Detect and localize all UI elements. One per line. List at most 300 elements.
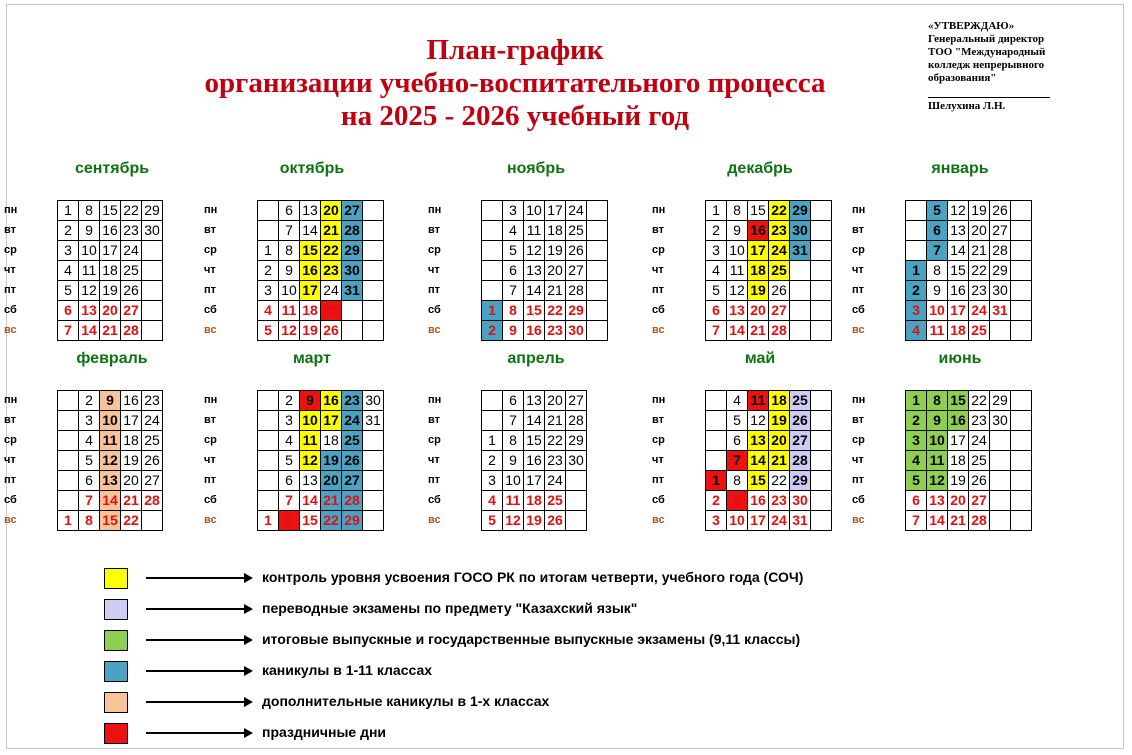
day-cell: 8: [279, 241, 300, 261]
day-cell: 7: [279, 221, 300, 241]
day-cell: 19: [969, 201, 990, 221]
day-cell: 6: [503, 391, 524, 411]
day-cell: 23: [969, 411, 990, 431]
week-row: [258, 321, 384, 341]
day-cell: 14: [524, 281, 545, 301]
week-row: [258, 491, 384, 511]
day-cell: 12: [503, 511, 524, 531]
day-cell: 6: [79, 471, 100, 491]
weekday-label: ср: [652, 244, 665, 256]
day-cell: 24: [969, 301, 990, 321]
legend-swatch: [104, 692, 128, 713]
day-cell: 7: [727, 451, 748, 471]
day-cell: 24: [321, 281, 342, 301]
day-cell: 7: [706, 321, 727, 341]
day-cell: 3: [906, 301, 927, 321]
weekday-label: пт: [652, 284, 665, 296]
empty-cell: [482, 221, 503, 241]
day-cell: 15: [948, 261, 969, 281]
day-cell: 25: [769, 261, 790, 281]
day-cell: 1: [258, 511, 279, 531]
day-cell: 27: [342, 471, 363, 491]
day-cell: 2: [706, 221, 727, 241]
day-cell: 10: [279, 281, 300, 301]
day-cell: 18: [321, 431, 342, 451]
empty-cell: [1011, 321, 1032, 341]
month-8: [652, 350, 832, 531]
arrow-right-icon: [146, 577, 250, 579]
day-cell: 1: [58, 201, 79, 221]
month-name: январь: [931, 160, 989, 177]
day-cell: 1: [706, 201, 727, 221]
empty-cell: [1011, 491, 1032, 511]
day-cell: 7: [58, 321, 79, 341]
day-cell: 12: [100, 451, 121, 471]
empty-cell: [1011, 431, 1032, 451]
day-cell: 17: [748, 241, 769, 261]
empty-cell: [142, 511, 163, 531]
day-cell: 17: [545, 201, 566, 221]
day-cell: 21: [100, 321, 121, 341]
day-cell: 10: [727, 511, 748, 531]
empty-cell: [811, 471, 832, 491]
week-row: [706, 471, 832, 491]
empty-cell: [811, 431, 832, 451]
month-name: сентябрь: [74, 160, 150, 177]
day-cell: 13: [100, 471, 121, 491]
empty-cell: [811, 451, 832, 471]
day-cell: 5: [503, 241, 524, 261]
day-cell: 8: [79, 511, 100, 531]
weekday-label: вт: [428, 224, 441, 236]
empty-cell: [811, 281, 832, 301]
day-cell: 15: [748, 471, 769, 491]
weekday-label: пт: [852, 284, 865, 296]
month-name: март: [293, 350, 331, 367]
day-cell: 30: [790, 221, 811, 241]
day-cell: 20: [969, 221, 990, 241]
empty-cell: [482, 411, 503, 431]
empty-cell: [990, 321, 1011, 341]
weekday-label: чт: [852, 454, 864, 466]
weekday-labels: [4, 390, 34, 530]
day-cell: 27: [121, 301, 142, 321]
empty-cell: [482, 241, 503, 261]
day-cell: 25: [342, 431, 363, 451]
day-cell: 5: [727, 411, 748, 431]
week-row: [706, 321, 832, 341]
day-cell: 11: [524, 221, 545, 241]
month-name: декабрь: [727, 160, 793, 177]
weekday-labels: [428, 390, 458, 530]
week-row: [482, 451, 587, 471]
arrow-right-icon: [146, 670, 250, 672]
title-line-2: организации учебно-воспитательного процесса: [204, 67, 826, 99]
day-cell: 8: [927, 391, 948, 411]
empty-cell: [142, 321, 163, 341]
day-cell: 26: [121, 281, 142, 301]
day-cell: 19: [121, 451, 142, 471]
day-cell: 13: [927, 491, 948, 511]
day-cell: 13: [948, 221, 969, 241]
day-cell: 18: [948, 321, 969, 341]
week-row: [258, 511, 384, 531]
day-cell: 15: [748, 201, 769, 221]
empty-cell: [258, 471, 279, 491]
day-cell: 28: [566, 281, 587, 301]
day-cell: 25: [969, 321, 990, 341]
day-cell: 19: [300, 321, 321, 341]
day-cell: 19: [748, 281, 769, 301]
week-row: [906, 201, 1032, 221]
empty-cell: [1011, 201, 1032, 221]
day-cell: 17: [321, 411, 342, 431]
day-cell: 23: [769, 491, 790, 511]
day-cell: 11: [727, 261, 748, 281]
empty-cell: [790, 321, 811, 341]
week-row: [482, 431, 587, 451]
day-cell: 23: [545, 321, 566, 341]
day-cell: 15: [524, 301, 545, 321]
day-cell: 31: [790, 511, 811, 531]
day-cell: 9: [100, 391, 121, 411]
day-cell: 3: [258, 281, 279, 301]
day-cell: 14: [300, 221, 321, 241]
day-cell: 19: [524, 511, 545, 531]
arrow-right-icon: [146, 608, 250, 610]
legend-text: праздничные дни: [262, 724, 387, 740]
month-6: [204, 350, 384, 531]
day-cell: 30: [990, 411, 1011, 431]
weekday-label: пн: [852, 204, 866, 216]
day-cell: 22: [969, 391, 990, 411]
empty-cell: [58, 431, 79, 451]
weekday-label: вт: [852, 414, 865, 426]
weekday-label: чт: [204, 454, 216, 466]
weekday-label: вс: [852, 324, 865, 336]
week-row: [482, 411, 587, 431]
week-row: [706, 241, 832, 261]
day-cell: 24: [342, 411, 363, 431]
day-cell: 21: [969, 241, 990, 261]
week-row: [906, 321, 1032, 341]
day-cell: 20: [545, 261, 566, 281]
day-cell: 16: [748, 491, 769, 511]
weekday-label: вс: [852, 514, 865, 526]
week-row: [482, 391, 587, 411]
day-cell: 27: [790, 431, 811, 451]
weekday-label: сб: [652, 494, 665, 506]
day-cell: 16: [100, 221, 121, 241]
title-line-3: на 2025 - 2026 учебный год: [340, 100, 690, 132]
weekday-label: сб: [4, 494, 17, 506]
day-cell: 22: [769, 471, 790, 491]
empty-cell: [1011, 221, 1032, 241]
day-cell: 16: [524, 451, 545, 471]
day-cell: 13: [748, 431, 769, 451]
day-cell: 2: [482, 451, 503, 471]
day-cell: 24: [769, 511, 790, 531]
week-row: [58, 491, 163, 511]
day-cell: 4: [906, 321, 927, 341]
empty-cell: [482, 261, 503, 281]
approval-org-3: образования": [928, 72, 997, 84]
day-cell: 29: [342, 511, 363, 531]
week-row: [706, 411, 832, 431]
day-cell: 8: [503, 301, 524, 321]
empty-cell: [587, 281, 608, 301]
empty-cell: [587, 201, 608, 221]
day-cell: 15: [300, 511, 321, 531]
day-cell: 14: [748, 451, 769, 471]
day-cell: 21: [545, 411, 566, 431]
day-cell: 30: [790, 491, 811, 511]
day-cell: 28: [790, 451, 811, 471]
day-cell: 25: [566, 221, 587, 241]
week-row: [482, 491, 587, 511]
day-cell: 9: [727, 491, 748, 511]
week-row: [906, 431, 1032, 451]
month-name: июнь: [938, 350, 982, 367]
empty-cell: [811, 391, 832, 411]
weekday-label: пт: [4, 284, 17, 296]
empty-cell: [811, 241, 832, 261]
day-cell: 11: [100, 431, 121, 451]
empty-cell: [1011, 301, 1032, 321]
empty-cell: [363, 511, 384, 531]
weekday-label: ср: [428, 434, 441, 446]
title-line-1: План-график: [426, 34, 604, 66]
day-cell: 6: [279, 201, 300, 221]
weekday-label: чт: [428, 264, 440, 276]
day-cell: 24: [121, 241, 142, 261]
week-row: [258, 261, 384, 281]
day-cell: 16: [948, 411, 969, 431]
month-table: [905, 390, 1032, 531]
empty-cell: [58, 391, 79, 411]
day-cell: 3: [58, 241, 79, 261]
day-cell: 25: [790, 391, 811, 411]
day-cell: 7: [503, 411, 524, 431]
approval-position: Генеральный директор: [928, 33, 1045, 45]
day-cell: 29: [566, 301, 587, 321]
day-cell: 20: [100, 301, 121, 321]
day-cell: 22: [769, 201, 790, 221]
day-cell: 11: [300, 431, 321, 451]
week-row: [258, 241, 384, 261]
day-cell: 16: [121, 391, 142, 411]
weekday-label: пн: [204, 394, 218, 406]
day-cell: 6: [727, 431, 748, 451]
legend-text: контроль уровня усвоения ГОСО РК по итогам четверти, учебного года (СОЧ): [262, 569, 804, 585]
weekday-labels: [852, 390, 882, 530]
empty-cell: [1011, 281, 1032, 301]
day-cell: 26: [142, 451, 163, 471]
day-cell: 11: [79, 261, 100, 281]
weekday-label: пт: [204, 474, 217, 486]
weekday-label: пт: [852, 474, 865, 486]
week-row: [258, 301, 384, 321]
empty-cell: [363, 451, 384, 471]
legend-text: каникулы в 1-11 классах: [262, 662, 433, 678]
day-cell: 6: [503, 261, 524, 281]
day-cell: 11: [748, 391, 769, 411]
week-row: [706, 511, 832, 531]
signature-line: [928, 85, 1050, 98]
empty-cell: [58, 471, 79, 491]
empty-cell: [906, 221, 927, 241]
month-name: ноябрь: [506, 160, 566, 177]
weekday-label: пн: [4, 394, 18, 406]
month-7: [428, 350, 587, 531]
weekday-label: чт: [652, 454, 664, 466]
day-cell: 5: [482, 511, 503, 531]
day-cell: 17: [948, 301, 969, 321]
day-cell: 29: [990, 261, 1011, 281]
day-cell: 10: [727, 241, 748, 261]
day-cell: 4: [58, 261, 79, 281]
empty-cell: [706, 431, 727, 451]
day-cell: 13: [300, 471, 321, 491]
weekday-label: вс: [652, 324, 665, 336]
day-cell: 5: [706, 281, 727, 301]
day-cell: 29: [990, 391, 1011, 411]
weekday-label: вт: [852, 224, 865, 236]
weekday-label: ср: [852, 244, 865, 256]
day-cell: 28: [566, 411, 587, 431]
weekday-label: пн: [428, 394, 442, 406]
week-row: [482, 241, 608, 261]
day-cell: 3: [706, 241, 727, 261]
empty-cell: [587, 221, 608, 241]
day-cell: 16: [748, 221, 769, 241]
day-cell: 6: [58, 301, 79, 321]
empty-cell: [790, 261, 811, 281]
day-cell: 23: [545, 451, 566, 471]
weekday-label: вс: [4, 324, 17, 336]
day-cell: 24: [969, 431, 990, 451]
empty-cell: [990, 431, 1011, 451]
day-cell: 30: [566, 451, 587, 471]
weekday-label: чт: [652, 264, 664, 276]
week-row: [58, 411, 163, 431]
weekday-label: сб: [204, 494, 217, 506]
weekday-label: чт: [204, 264, 216, 276]
day-cell: 29: [342, 241, 363, 261]
day-cell: 22: [321, 241, 342, 261]
day-cell: 15: [948, 391, 969, 411]
week-row: [258, 391, 384, 411]
empty-cell: [142, 261, 163, 281]
week-row: [58, 511, 163, 531]
week-row: [258, 471, 384, 491]
month-4: [852, 160, 1032, 341]
empty-cell: [58, 411, 79, 431]
day-cell: 2: [706, 491, 727, 511]
empty-cell: [811, 411, 832, 431]
day-cell: 6: [906, 491, 927, 511]
day-cell: 25: [545, 491, 566, 511]
day-cell: 20: [121, 471, 142, 491]
empty-cell: [258, 221, 279, 241]
day-cell: 22: [969, 261, 990, 281]
weekday-labels: [204, 200, 234, 340]
weekday-label: чт: [4, 454, 16, 466]
week-row: [258, 201, 384, 221]
day-cell: 5: [927, 201, 948, 221]
day-cell: 3: [482, 471, 503, 491]
week-row: [58, 321, 163, 341]
approval-signature: Шелухина Л.Н.: [928, 100, 1006, 112]
day-cell: 19: [545, 241, 566, 261]
weekday-label: вс: [652, 514, 665, 526]
week-row: [706, 281, 832, 301]
day-cell: 5: [279, 451, 300, 471]
day-cell: 6: [706, 301, 727, 321]
empty-cell: [342, 301, 363, 321]
empty-cell: [790, 281, 811, 301]
weekday-label: чт: [428, 454, 440, 466]
day-cell: 10: [79, 241, 100, 261]
day-cell: 28: [969, 511, 990, 531]
month-2: [428, 160, 608, 341]
day-cell: 20: [769, 431, 790, 451]
day-cell: 26: [342, 451, 363, 471]
day-cell: 13: [300, 201, 321, 221]
week-row: [906, 221, 1032, 241]
approval-heading: «УТВЕРЖДАЮ»: [928, 20, 1015, 32]
day-cell: 1: [906, 261, 927, 281]
week-row: [906, 411, 1032, 431]
month-table: [705, 200, 832, 341]
day-cell: 4: [258, 301, 279, 321]
week-row: [58, 431, 163, 451]
week-row: [906, 391, 1032, 411]
day-cell: 13: [524, 391, 545, 411]
day-cell: 20: [948, 491, 969, 511]
week-row: [258, 431, 384, 451]
weekday-label: пт: [652, 474, 665, 486]
day-cell: 20: [321, 471, 342, 491]
empty-cell: [990, 491, 1011, 511]
day-cell: 25: [121, 261, 142, 281]
day-cell: 19: [769, 411, 790, 431]
day-cell: 19: [948, 471, 969, 491]
day-cell: 22: [121, 511, 142, 531]
weekday-label: пн: [852, 394, 866, 406]
day-cell: 9: [927, 281, 948, 301]
week-row: [58, 261, 163, 281]
day-cell: 18: [100, 261, 121, 281]
day-cell: 2: [279, 391, 300, 411]
weekday-label: пт: [428, 474, 441, 486]
day-cell: 12: [79, 281, 100, 301]
weekday-label: вт: [652, 224, 665, 236]
empty-cell: [363, 431, 384, 451]
day-cell: 1: [58, 511, 79, 531]
week-row: [58, 391, 163, 411]
day-cell: 7: [503, 281, 524, 301]
day-cell: 27: [566, 391, 587, 411]
month-1: [204, 160, 384, 341]
day-cell: 17: [300, 281, 321, 301]
empty-cell: [587, 241, 608, 261]
day-cell: 1: [482, 431, 503, 451]
empty-cell: [790, 301, 811, 321]
legend-swatch: [104, 723, 128, 744]
weekday-label: вт: [4, 224, 17, 236]
weekday-label: сб: [428, 494, 441, 506]
